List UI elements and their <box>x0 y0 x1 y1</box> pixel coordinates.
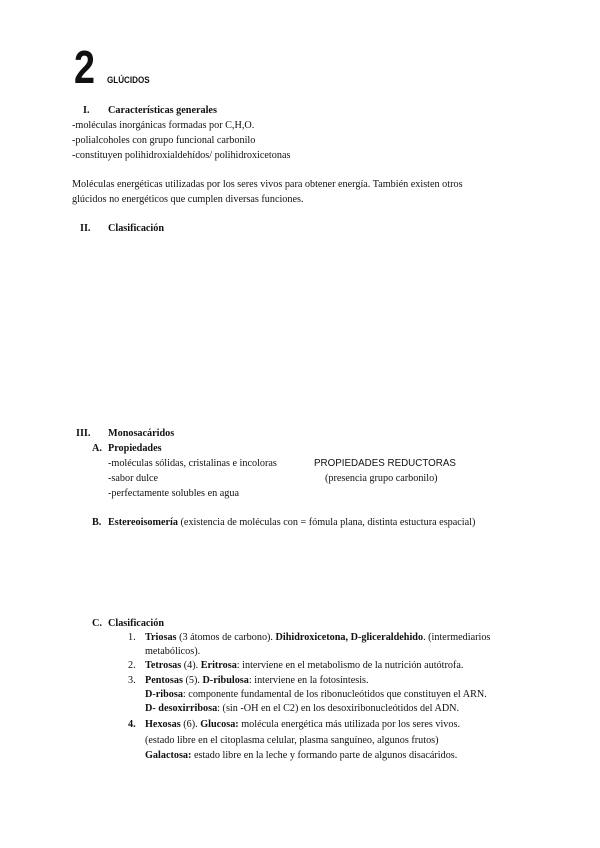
list-item-text: (6). <box>180 719 201 730</box>
list-item-term: Galactosa: <box>145 750 192 761</box>
subB-letter: B. <box>92 517 102 528</box>
subB-line <box>108 518 475 528</box>
list-item-text: (4). <box>181 660 201 671</box>
list-item <box>145 661 463 671</box>
list-subitem <box>145 690 487 700</box>
list-number: 4. <box>128 719 136 730</box>
list-subitem <box>145 704 459 714</box>
list-item-term: D-ribosa <box>145 689 183 700</box>
chapter-number: 2 <box>74 41 95 93</box>
list-item-text: : interviene en la fotosíntesis. <box>248 675 369 686</box>
list-item-term: Tetrosas <box>145 660 182 671</box>
list-item-term: Eritrosa <box>200 660 237 671</box>
list-number: 2. <box>128 660 136 671</box>
list-item-term: Triosas <box>145 632 177 643</box>
list-subitem <box>145 751 457 761</box>
section1-paragraph: Moléculas energéticas utilizadas por los seres vivos para obtener energía. También existen otros <box>72 179 463 190</box>
section1-numeral: I. <box>83 105 90 116</box>
section1-paragraph: glúcidos no energéticos que cumplen diversas funciones. <box>72 194 304 205</box>
list-item-term: Glucosa: <box>200 719 239 730</box>
subC-letter: C. <box>92 618 102 629</box>
list-item-continuation: metabólicos). <box>145 646 201 657</box>
section2-heading: Clasificación <box>108 223 165 234</box>
property-item: -sabor dulce <box>108 473 159 484</box>
reductoras-note: (presencia grupo carbonilo) <box>325 473 438 484</box>
reductoras-title: PROPIEDADES REDUCTORAS <box>314 458 456 469</box>
subA-letter: A. <box>92 443 102 454</box>
section3-heading: Monosacáridos <box>108 428 175 439</box>
list-item <box>145 720 460 730</box>
list-item-term: D- desoxirribosa <box>145 703 218 714</box>
subC-heading: Clasificación <box>108 618 165 629</box>
list-item-text: estado libre en la leche y formando parte de algunos disacáridos. <box>191 750 458 761</box>
section1-heading: Características generales <box>108 105 217 116</box>
list-item-text: : (sin -OH en el C2) en los desoxiribonucleótidos del ADN. <box>217 703 460 714</box>
list-item-text: . (intermediarios <box>423 632 491 643</box>
subB-text: (existencia de moléculas con = fómula plana, distinta estuctura espacial) <box>177 517 476 528</box>
list-item <box>145 676 369 686</box>
list-item-term: Pentosas <box>145 675 183 686</box>
list-number: 3. <box>128 675 136 686</box>
section1-bullet: -polialcoholes con grupo funcional carbonilo <box>72 135 256 146</box>
list-number: 1. <box>128 632 136 643</box>
list-item-text: (5). <box>182 675 203 686</box>
list-item <box>145 633 490 643</box>
list-item-term: Hexosas <box>145 719 181 730</box>
list-item-continuation: (estado libre en el citoplasma celular, plasma sanguíneo, algunos frutos) <box>145 735 439 746</box>
list-item-text: : componente fundamental de los ribonucleótidos que constituyen el ARN. <box>182 689 487 700</box>
subB-heading: Estereoisomería <box>108 517 178 528</box>
list-item-text: : interviene en el metabolismo de la nutrición autótrofa. <box>236 660 464 671</box>
property-item: -moléculas sólidas, cristalinas e incoloras <box>108 458 277 469</box>
section3-numeral: III. <box>76 428 91 439</box>
subA-heading: Propiedades <box>108 443 162 454</box>
list-item-text: (3 átomos de carbono). <box>176 632 276 643</box>
list-item-term: Dihidroxicetona, D-gliceraldehido <box>275 632 424 643</box>
chapter-title: GLÚCIDOS <box>107 75 150 86</box>
list-item-text: molécula energética más utilizada por los seres vivos. <box>238 719 461 730</box>
property-item: -perfectamente solubles en agua <box>108 488 239 499</box>
list-item-term: D-ribulosa <box>202 675 249 686</box>
section2-numeral: II. <box>80 223 91 234</box>
section1-bullet: -constituyen polihidroxialdehídos/ polihidroxicetonas <box>72 150 291 161</box>
section1-bullet: -moléculas inorgánicas formadas por C,H,O. <box>72 120 255 131</box>
